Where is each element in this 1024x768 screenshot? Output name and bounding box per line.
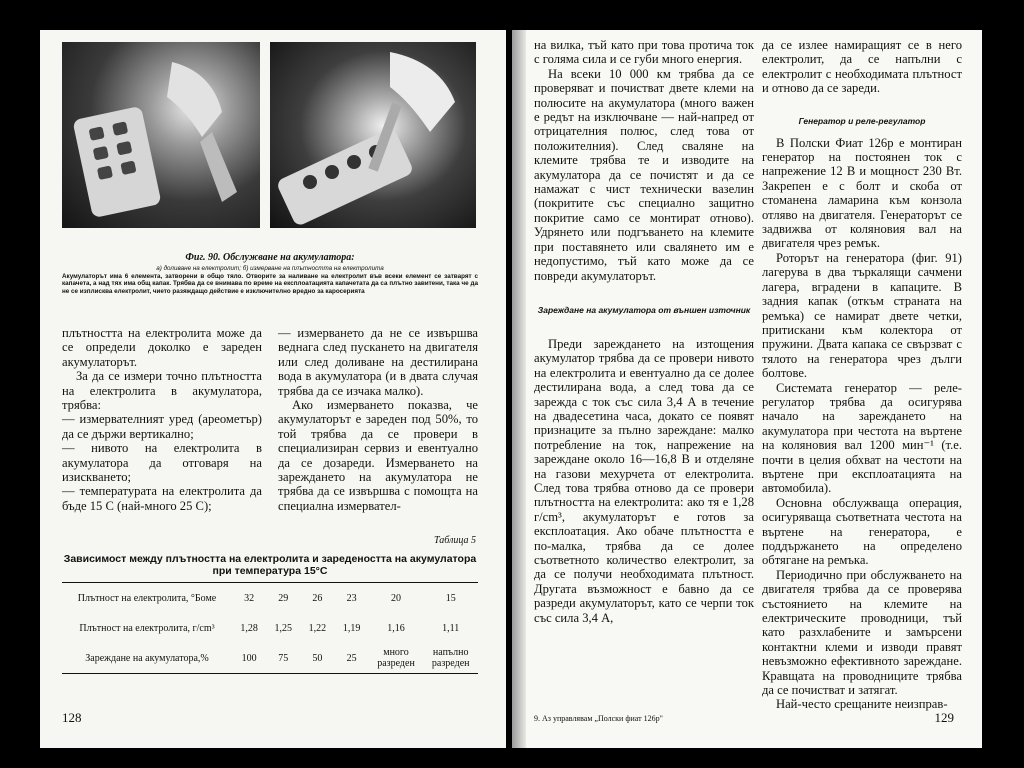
- section-heading: Зареждане на акумулатора от външен източник: [537, 304, 751, 315]
- paragraph: За да се измери точно плътността на електролита в акумулатора, трябва:: [62, 369, 262, 413]
- battery-photo-a-illustration: [62, 42, 260, 228]
- table-cell: 25: [346, 652, 357, 664]
- table-cell: 1,25: [274, 622, 292, 634]
- table-row: [62, 643, 478, 673]
- data-table: [62, 582, 478, 674]
- list-item: — нивото на електролита в акумулатора да отговаря на изискването;: [62, 441, 262, 485]
- footer-note: 9. Аз управлявам „Полски фиат 126р": [534, 714, 663, 723]
- list-item: — измервателният уред (ареометър) да се държи вертикално;: [62, 412, 262, 441]
- paragraph: Най-често срещаните неизправ-: [776, 697, 948, 712]
- paragraph: В Полски Фиат 126р е монтиран генератор на постоянен ток с напрежение 12 В и мощност 230 Вт. Закрепен е с болт и скоба от стоманена ламарина към конзола отляво на двигателя. Генераторът се задвижва от коляновия вал на двигателя чрез ремък.: [762, 135, 962, 251]
- figure-photo-b: [270, 42, 476, 228]
- paragraph: Основна обслужваща операция, осигуряваща съответната честота на въртене на генератора, е поддържането на определено обтягане на ремъка.: [762, 495, 962, 568]
- table-cell: напълно разреден: [431, 647, 470, 669]
- table-tag: Таблица 5: [434, 535, 476, 546]
- table-rule: [62, 673, 478, 674]
- table-cell: много разреден: [377, 647, 415, 669]
- table-cell: 1,28: [240, 622, 258, 634]
- table-cell: 15: [445, 592, 456, 604]
- paragraph: плътността на електролита може да се определи доколко е зареден акумулаторът.: [62, 326, 262, 369]
- paragraph: Системата генератор — реле-регулатор трябва да осигурява начало на зареждането на акумулатора при честота на въртене на коляновия вал 1200 мин⁻¹ (т.е. почти в целия обхват на честоти на въртене при експлоатацията на автомобила).: [762, 380, 962, 496]
- table-cell: 1,11: [442, 622, 460, 634]
- figure-caption-text: Акумулаторът има 6 елемента, затворени в общо тяло. Отворите за наливане на електролит във всеки елемент се затварят с капачета, а над тях има общ капак. Трябва да се внимава по време на експлоатацията капачетата да са плътно завитени, така че да не се изплисква електролит, чието разяждащо действие е изключително вредно за каросерията: [62, 272, 478, 295]
- list-item: — температурата на електролита да бъде 15 С (най-много 25 С);: [62, 484, 262, 513]
- paragraph: Ако измерването показва, че акумулаторът е зареден под 50%, то той трябва да се провери в специализиран сервиз и евентуално да се дозареди. Измерването на зареждането на акумулатора не трябва да се извършва с помощта на специална измервател-: [278, 398, 478, 513]
- table-title: Зависимост между плътността на електролита и заредеността на акумулатора при температура 15°С: [63, 553, 477, 577]
- table-cell: 100: [241, 652, 257, 664]
- paragraph: на вилка, тъй като при това протича ток с голяма сила и се губи много енергия.: [534, 38, 754, 67]
- paragraph: да се излее намиращият се в него електролит, да се напълни с електролит с необходимата плътност и отново да се зареди.: [762, 38, 962, 96]
- figure-caption-title: Фиг. 90. Обслужване на акумулатора:: [185, 252, 355, 263]
- table-row-label: Плътност на електролита, °Боме: [77, 592, 217, 604]
- section-heading: Генератор и реле-регулатор: [798, 115, 926, 126]
- table-cell: 50: [312, 652, 323, 664]
- table-cell: 1,22: [308, 622, 327, 634]
- table-cell: 75: [278, 652, 289, 664]
- table-row-label: Зареждане на акумулатора,%: [85, 652, 209, 664]
- paragraph: Периодично при обслужването на двигателя трябва да се проверява състоянието на клемите на електрическите проводници, тъй като разхлабените и замърсени контактни клеми и изводи правят невъзможно ефективното зареждане. Кравщата на проводниците трябва да се почистват и затягат.: [762, 567, 962, 698]
- left-column-1: [62, 326, 262, 513]
- gutter-shadow: [512, 30, 526, 748]
- left-column-2: [278, 326, 478, 513]
- figure-caption-subline: а) доливане на електролит; б) измерване на плътността на електролита: [156, 265, 384, 272]
- table-cell: 26: [312, 592, 323, 604]
- right-column-2: [762, 38, 962, 712]
- left-page: [40, 30, 506, 748]
- page-number: 128: [62, 710, 82, 725]
- table-cell: 23: [346, 592, 357, 604]
- table-row: [62, 613, 478, 643]
- right-page: [512, 30, 982, 748]
- page-number: 129: [934, 710, 954, 725]
- figure-photo-a: [62, 42, 260, 228]
- figure-caption-body: [62, 265, 478, 295]
- table-cell: 32: [244, 592, 255, 604]
- list-item: — измерването да не се извършва веднага след пускането на двигателя или след доливане на дестилирана вода в акумулатора (и в двата случая трябва да се изчака малко).: [278, 326, 478, 398]
- table-row: [62, 583, 478, 613]
- paragraph: На всеки 10 000 км трябва да се проверяват и почистват двете клеми на полюсите на акумулатора (много важен е редът на изключване — най-напред от отрицателния полюс, след това от положителния). След сваляне на клемите трябва те и изводите на акумулатора да се почистят и да се намажат с чист технически вазелин (покритите със специално защитно покритие само се монтират отново). Удрянето или подгъването на клемите при поставянето или свалянето им е недопустимо, тъй като може да се повреди акумулаторът.: [534, 66, 754, 283]
- paragraph: Преди зареждането на изтощения акумулатор трябва да се провери нивото на електролита и евентуално да се долее дестилирана вода, а след това да се зарежда с ток със сила 3,4 А в течение на двадесетина часа, докато се появят признаците за пълно зареждане: малко потребление на ток, напрежение на зареждане около 16—16,8 В и отделяне на газови мехурчета от електролита. След това трябва отново да се провери плътността на електролита: ако тя е 1,28 г/cm³, акумулаторът е готов за експлоатация. Ако обаче плътността е по-малка, трябва да се долее съответното количество електролит, за да се получи необходимата плътност. Другата възможност е бавно да се разреди акумулаторът, като се черпи ток със сила 3,4 А,: [534, 336, 754, 625]
- table-row-label: Плътност на електролита, г/cm³: [79, 622, 215, 634]
- battery-photo-b-illustration: [270, 42, 476, 228]
- table-cell: 29: [278, 592, 289, 604]
- table-cell: 20: [391, 592, 402, 604]
- table-cell: 1,16: [387, 622, 405, 634]
- right-column-1: [534, 38, 754, 625]
- table-cell: 1,19: [342, 622, 361, 634]
- paragraph: Роторът на генератора (фиг. 91) лагерува в два търкалящи сачмени лагера, вградени в капаците. В задния капак (откъм страната на ремъка) се намират двете четки, притискани към колектора от пружини. Двата капака се свързват с тялото на генератора чрез дълги болтове.: [762, 250, 962, 381]
